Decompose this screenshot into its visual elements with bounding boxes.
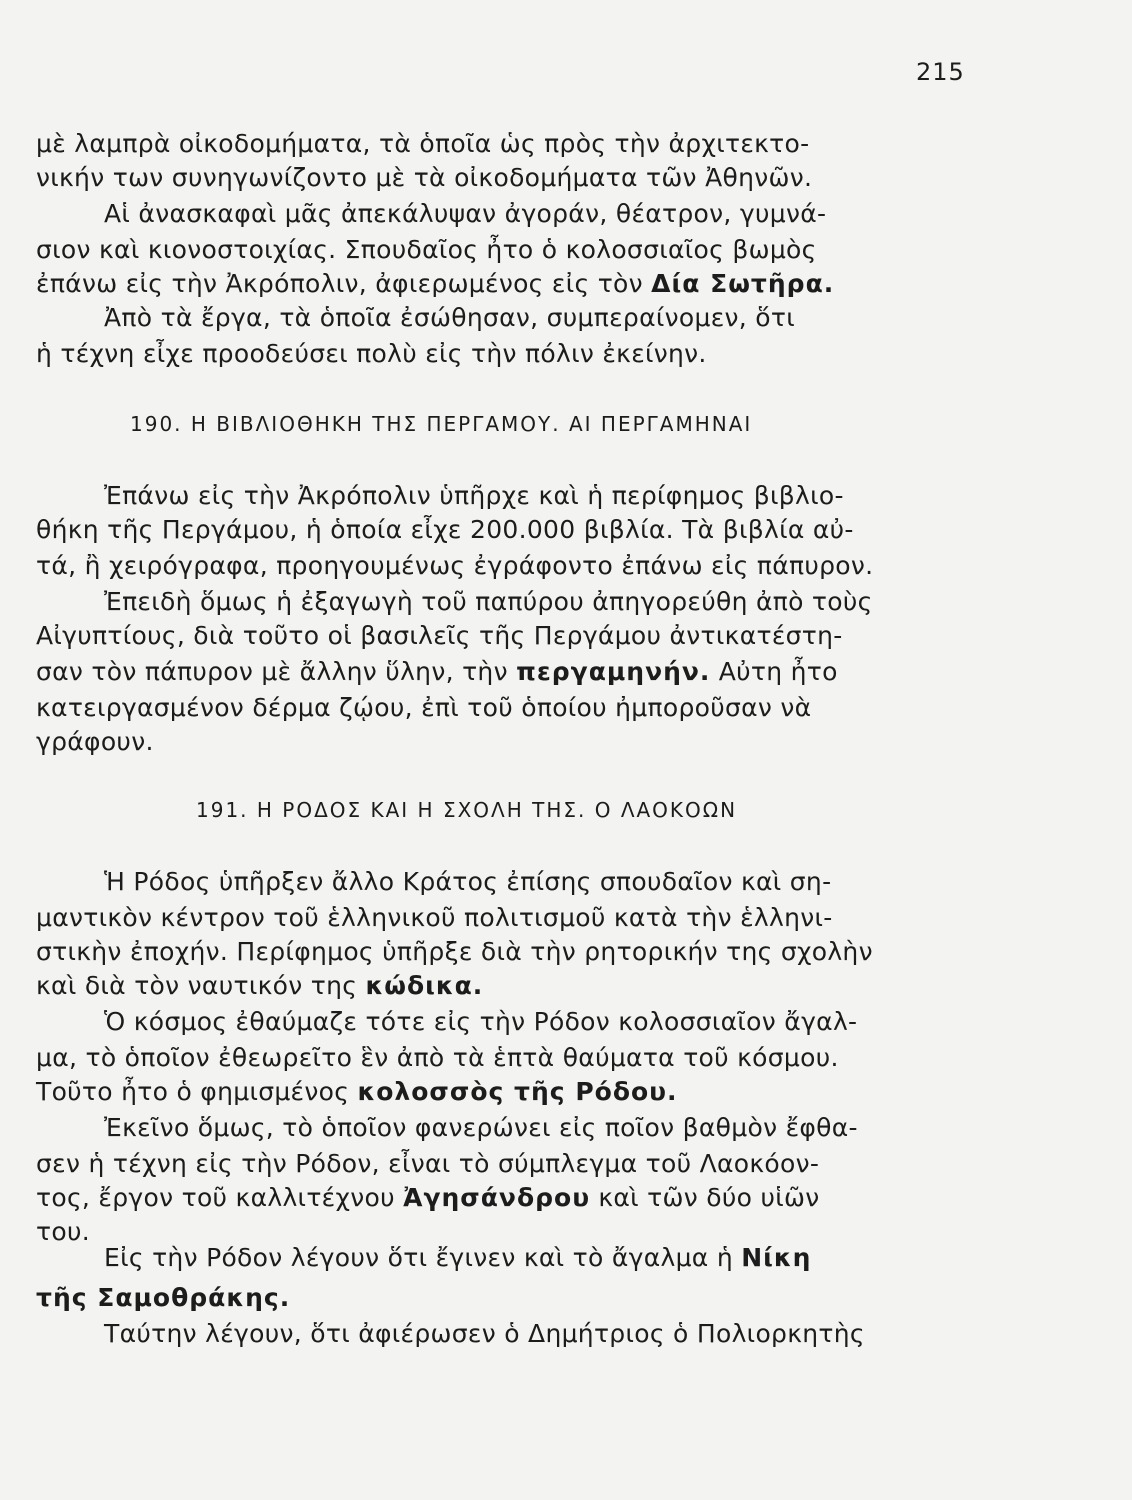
text-line: Ἀπὸ τὰ ἔργα, τὰ ὁποῖα ἐσώθησαν, συμπεραίνομεν, ὅτι xyxy=(104,303,795,332)
text-line: σιον καὶ κιονοστοιχίας. Σπουδαῖος ἦτο ὁ κολοσσιαῖος βωμὸς xyxy=(36,235,817,264)
text-line: Ἡ Ρόδος ὑπῆρξεν ἄλλο Κράτος ἐπίσης σπουδαῖον καὶ ση- xyxy=(104,867,832,896)
page-number: 215 xyxy=(916,58,965,86)
text-line: Αἰγυπτίους, διὰ τοῦτο οἱ βασιλεῖς τῆς Περγάμου ἀντικατέστη- xyxy=(36,621,843,650)
text-line: ἡ τέχνη εἶχε προοδεύσει πολὺ εἰς τὴν πόλιν ἐκείνην. xyxy=(36,339,707,368)
text-line xyxy=(36,968,982,1004)
text-line: του. xyxy=(36,1217,90,1246)
text-line: Ἐκεῖνο ὅμως, τὸ ὁποῖον φανερώνει εἰς ποῖον βαθμὸν ἔφθα- xyxy=(104,1113,858,1142)
text-line: Ταύτην λέγουν, ὅτι ἀφιέρωσεν ὁ Δημήτριος ὁ Πολιορκητὴς xyxy=(104,1319,865,1348)
text-run: ἐπάνω εἰς τὴν Ἀκρόπολιν, ἀφιερωμένος εἰς τὸν xyxy=(36,269,643,298)
text-line: Ἐπάνω εἰς τὴν Ἀκρόπολιν ὑπῆρχε καὶ ἡ περίφημος βιβλιο- xyxy=(104,481,844,510)
text-line: σεν ἡ τέχνη εἰς τὴν Ρόδον, εἶναι τὸ σύμπλεγμα τοῦ Λαοκόον- xyxy=(36,1149,820,1178)
text-run: Αὐτη ἦτο xyxy=(718,657,838,686)
text-line: θήκη τῆς Περγάμου, ἡ ὁποία εἶχε 200.000 βιβλία. Τὰ βιβλία αὐ- xyxy=(36,515,854,544)
bold-term: κώδικα. xyxy=(365,971,484,1000)
text-line xyxy=(36,1180,982,1216)
text-run: καὶ διὰ τὸν ναυτικόν της xyxy=(36,971,358,1000)
bold-term: περγαμηνήν. xyxy=(516,657,711,686)
text-run: σαν τὸν πάπυρον μὲ ἄλλην ὕλην, τὴν xyxy=(36,657,508,686)
text-line: μὲ λαμπρὰ οἰκοδομήματα, τὰ ὁποῖα ὡς πρὸς τὴν ἀρχιτεκτο- xyxy=(36,129,810,158)
text-run: τος, ἔργον τοῦ καλλιτέχνου xyxy=(36,1183,395,1212)
text-line: κατειργασμένον δέρμα ζῴου, ἐπὶ τοῦ ὁποίου ἠμποροῦσαν νὰ xyxy=(36,693,812,722)
text-line: στικὴν ἐποχήν. Περίφημος ὑπῆρξε διὰ τὴν ρητορικήν της σχολὴν xyxy=(36,937,873,966)
text-run: καὶ τῶν δύο υἱῶν xyxy=(598,1183,820,1212)
text-line: Ἐπειδὴ ὅμως ἡ ἐξαγωγὴ τοῦ παπύρου ἀπηγορεύθη ἀπὸ τοὺς xyxy=(104,587,873,616)
text-run: Τοῦτο ἦτο ὁ φημισμένος xyxy=(36,1077,350,1106)
bold-term: κολοσσὸς τῆς Ρόδου. xyxy=(357,1077,678,1106)
text-line xyxy=(104,1240,1050,1276)
text-line: μα, τὸ ὁποῖον ἐθεωρεῖτο ἓν ἀπὸ τὰ ἑπτὰ θαύματα τοῦ κόσμου. xyxy=(36,1043,839,1072)
text-line: Ὁ κόσμος ἐθαύμαζε τότε εἰς τὴν Ρόδον κολοσσιαῖον ἄγαλ- xyxy=(104,1007,858,1036)
text-line xyxy=(36,1280,982,1316)
bold-term: Δία Σωτῆρα. xyxy=(651,269,835,298)
bold-term: τῆς Σαμοθράκης. xyxy=(36,1283,291,1312)
bold-term: Ἀγησάνδρου xyxy=(403,1183,591,1212)
text-line: Αἱ ἀνασκαφαὶ μᾶς ἀπεκάλυψαν ἀγοράν, θέατρον, γυμνά- xyxy=(104,199,827,228)
text-line: μαντικὸν κέντρον τοῦ ἑλληνικοῦ πολιτισμοῦ κατὰ τὴν ἑλληνι- xyxy=(36,903,833,932)
text-run: Εἰς τὴν Ρόδον λέγουν ὅτι ἔγινεν καὶ τὸ ἄγαλμα ἡ xyxy=(104,1243,733,1272)
section-heading-191: 191. Η ΡΟΔΟΣ ΚΑΙ Η ΣΧΟΛΗ ΤΗΣ. Ο ΛΑΟΚΟΩΝ xyxy=(196,798,738,822)
text-line xyxy=(36,266,982,302)
text-line xyxy=(36,1074,982,1110)
section-heading-190: 190. Η ΒΙΒΛΙΟΘΗΚΗ ΤΗΣ ΠΕΡΓΑΜΟΥ. ΑΙ ΠΕΡΓΑΜΗΝΑΙ xyxy=(130,412,753,436)
text-line xyxy=(36,654,982,690)
text-line: νικήν των συνηγωνίζοντο μὲ τὰ οἰκοδομήματα τῶν Ἀθηνῶν. xyxy=(36,163,813,192)
text-line: τά, ἢ χειρόγραφα, προηγουμένως ἐγράφοντο ἐπάνω εἰς πάπυρον. xyxy=(36,551,874,580)
text-line: γράφουν. xyxy=(36,727,154,756)
bold-term: Νίκη xyxy=(741,1243,812,1272)
